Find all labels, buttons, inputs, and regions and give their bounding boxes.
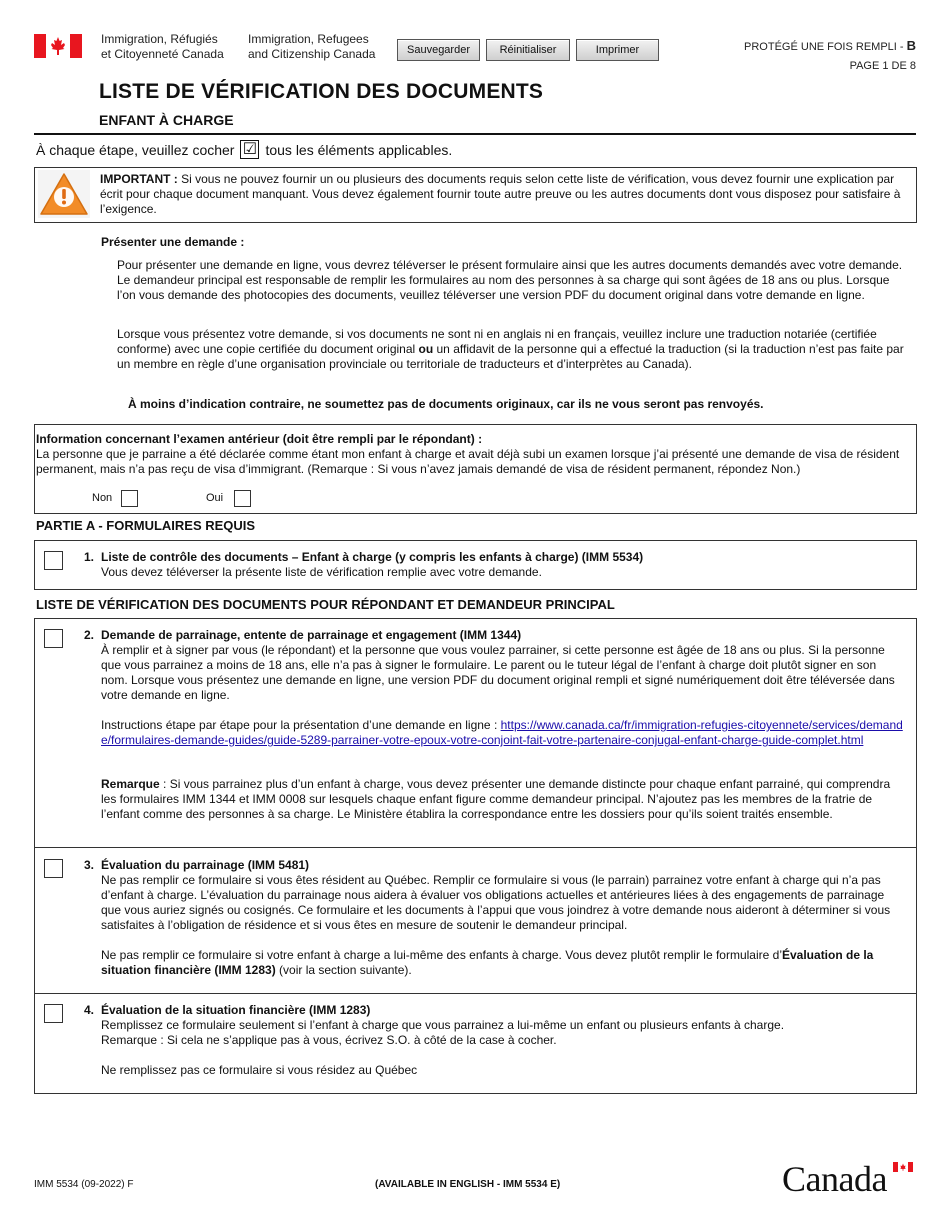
page-title: LISTE DE VÉRIFICATION DES DOCUMENTS bbox=[99, 80, 544, 103]
wordmark-flag-icon bbox=[893, 1162, 913, 1172]
sponsor-checklist-heading: LISTE DE VÉRIFICATION DES DOCUMENTS POUR RÉPONDANT ET DEMANDEUR PRINCIPAL bbox=[36, 597, 615, 612]
item-1-text: Vous devez téléverser la présente liste de vérification remplie avec votre demande. bbox=[101, 565, 542, 579]
canada-wordmark: Canada bbox=[782, 1159, 887, 1199]
item-4-number: 4. bbox=[84, 1003, 95, 1017]
item-2-title: Demande de parrainage, entente de parrainage et engagement (IMM 1344) bbox=[101, 628, 522, 642]
part-a-heading: PARTIE A - FORMULAIRES REQUIS bbox=[36, 518, 256, 533]
item-3-number: 3. bbox=[84, 858, 95, 872]
instruction-line: À chaque étape, veuillez cocher ☑ tous les éléments applicables. bbox=[36, 140, 453, 158]
page-subtitle: ENFANT À CHARGE bbox=[99, 112, 234, 128]
item-1-checkbox[interactable] bbox=[44, 551, 63, 570]
item-3-checkbox[interactable] bbox=[44, 859, 63, 878]
available-in-english: (AVAILABLE IN ENGLISH - IMM 5534 E) bbox=[375, 1179, 561, 1190]
no-originals-notice: À moins d’indication contraire, ne soumettez pas de documents originaux, car ils ne vous seront pas renvoyés. bbox=[128, 397, 764, 411]
apply-paragraph-2: Lorsque vous présentez votre demande, si vos documents ne sont ni en anglais ni en français, veuillez inclure une traduction notariée (certifiée conforme) avec une copie certifiée du document original ou un affidavit de la personne qui a effectué la traduction (si la traduction n’est pas faite par un membre en règle d’une organisation provinciale ou territoriale de traducteurs et d’interprètes au Canada). bbox=[117, 327, 904, 371]
item-2-paragraph-1: À remplir et à signer par vous (le répondant) et la personne que vous voulez parrainer, si cette personne est âgée de 18 ans ou plus. Si la personne que vous parrainez a moins de 18 ans, elle n’a pas à signer le formulaire. Le parent ou le tuteur légal de l’enfant à charge doit plutôt signer en son nom. Lorsque vous présentez une demande en ligne, une version PDF du document original rempli et signé numériquement doit être téléversée dans votre demande en ligne. bbox=[101, 643, 895, 702]
important-notice-text: IMPORTANT : Si vous ne pouvez fournir un ou plusieurs des documents requis selon cette liste de vérification, vous devez fournir une explication par écrit pour chaque document manquant. Vous devez également fournir toute autre preuve ou les autres documents dont vous disposez pour satisfaire à l’exigence. bbox=[100, 172, 901, 216]
apply-heading: Présenter une demande : bbox=[101, 235, 245, 249]
apply-paragraph-1: Pour présenter une demande en ligne, vous devrez téléverser le présent formulaire ainsi que les autres documents demandés avec votre demande. Le demandeur principal est responsable de remplir les formulaires au nom des personnes à sa charge qui sont âgées de 18 ans ou plus. Lorsque l’on vous demande des photocopies des documents, veuillez téléverser une version PDF du document original dans votre demande en ligne. bbox=[117, 258, 903, 302]
item-4-line-3: Ne remplissez pas ce formulaire si vous résidez au Québec bbox=[101, 1063, 418, 1077]
yes-label: Oui bbox=[206, 492, 224, 504]
form-code: IMM 5534 (09-2022) F bbox=[34, 1179, 134, 1190]
item-1-title: Liste de contrôle des documents – Enfant à charge (y compris les enfants à charge) (IMM 5534) bbox=[101, 550, 644, 564]
prior-exam-heading: Information concernant l’examen antérieur (doit être rempli par le répondant) : bbox=[36, 432, 483, 446]
print-button[interactable]: Imprimer bbox=[576, 39, 659, 61]
page-number: PAGE 1 DE 8 bbox=[849, 60, 916, 72]
item-1-number: 1. bbox=[84, 550, 95, 564]
yes-checkbox[interactable] bbox=[234, 490, 251, 507]
department-name-en: Immigration, Refugees and Citizenship Canada bbox=[248, 32, 376, 61]
no-label: Non bbox=[92, 492, 113, 504]
item-2-number: 2. bbox=[84, 628, 95, 642]
item-3-title: Évaluation du parrainage (IMM 5481) bbox=[101, 858, 310, 872]
reset-button[interactable]: Réinitialiser bbox=[486, 39, 570, 61]
protected-level: B bbox=[906, 38, 916, 53]
item-4-line-1: Remplissez ce formulaire seulement si l’enfant à charge que vous parrainez a lui-même un enfant ou plusieurs enfants à charge. bbox=[101, 1018, 785, 1032]
item-4-title: Évaluation de la situation financière (IMM 1283) bbox=[101, 1003, 371, 1017]
header-divider bbox=[34, 133, 916, 135]
item-4-checkbox[interactable] bbox=[44, 1004, 63, 1023]
item-2-instructions: Instructions étape par étape pour la présentation d’une demande en ligne : https://www.canada.ca/fr/immigration-refugies-citoyennete/services/demande/formulaires-demande-guides/guide-5289-parrainer-votre-epoux-votre-conjoint-fait-votre-partenaire-conjugal-enfant-charge-guide-complet.html bbox=[101, 718, 903, 747]
item-2-checkbox[interactable] bbox=[44, 629, 63, 648]
department-name-fr: Immigration, Réfugiés et Citoyenneté Canada bbox=[101, 32, 224, 61]
guide-link[interactable]: https://www.canada.ca/fr/immigration-refugies-citoyennete/services/demande/formulaires-demande-guides/guide-5289-parrainer-votre-epoux-votre-conjoint-fait-votre-partenaire-conjugal-enfant-charge-guide-complet.html bbox=[101, 718, 903, 747]
canada-flag-icon bbox=[34, 34, 82, 58]
protected-label: PROTÉGÉ UNE FOIS REMPLI - B bbox=[744, 38, 916, 53]
save-button[interactable]: Sauvegarder bbox=[397, 39, 480, 61]
item-3-paragraph-2: Ne pas remplir ce formulaire si votre enfant à charge a lui-même des enfants à charge. Vous devez plutôt remplir le formulaire d’Évaluation de la situation financière (IMM 1283) (voir la section suivante). bbox=[101, 948, 874, 977]
item-3-paragraph-1: Ne pas remplir ce formulaire si vous êtes résident au Québec. Remplir ce formulaire si vous (le parrain) parrainez votre enfant à charge qui n’a pas d’enfant à charge. L’évaluation du parrainage nous aidera à évaluer vos obligations actuelles et antérieures liées à des engagements de parrainage que vous auriez signés ou cosignés. Ce formulaire et les documents à l’appui que vous joindrez à votre demande nous aideront à déterminer si vous satisfaites à l’obligation de résidence et si vous êtes en mesure de soutenir le demandeur principal. bbox=[101, 873, 891, 932]
item-2-remark: Remarque : Si vous parrainez plus d’un enfant à charge, vous devez présenter une demande distincte pour chaque enfant parrainé, qui comprendra les formulaires IMM 1344 et IMM 0008 sur lesquels chaque enfant figure comme demandeur principal. N’ajoutez pas les membres de la fratrie de l’enfant comme des personnes à sa charge. Le Ministère établira la correspondance entre les dossiers pour qu’ils soient traités ensemble. bbox=[101, 777, 891, 821]
prior-exam-text: La personne que je parraine a été déclarée comme étant mon enfant à charge et avait déjà subi un examen lorsque j’ai présenté une demande de visa de résident permanent, mais n’a pas reçu de visa d’immigrant. (Remarque : Si vous n’avez jamais demandé de visa de résident permanent, répondez Non.) bbox=[36, 447, 900, 476]
warning-icon bbox=[38, 170, 90, 218]
checked-box-icon: ☑ bbox=[240, 140, 259, 159]
item-4-line-2: Remarque : Si cela ne s’applique pas à vous, écrivez S.O. à côté de la case à cocher. bbox=[101, 1033, 557, 1047]
no-checkbox[interactable] bbox=[121, 490, 138, 507]
